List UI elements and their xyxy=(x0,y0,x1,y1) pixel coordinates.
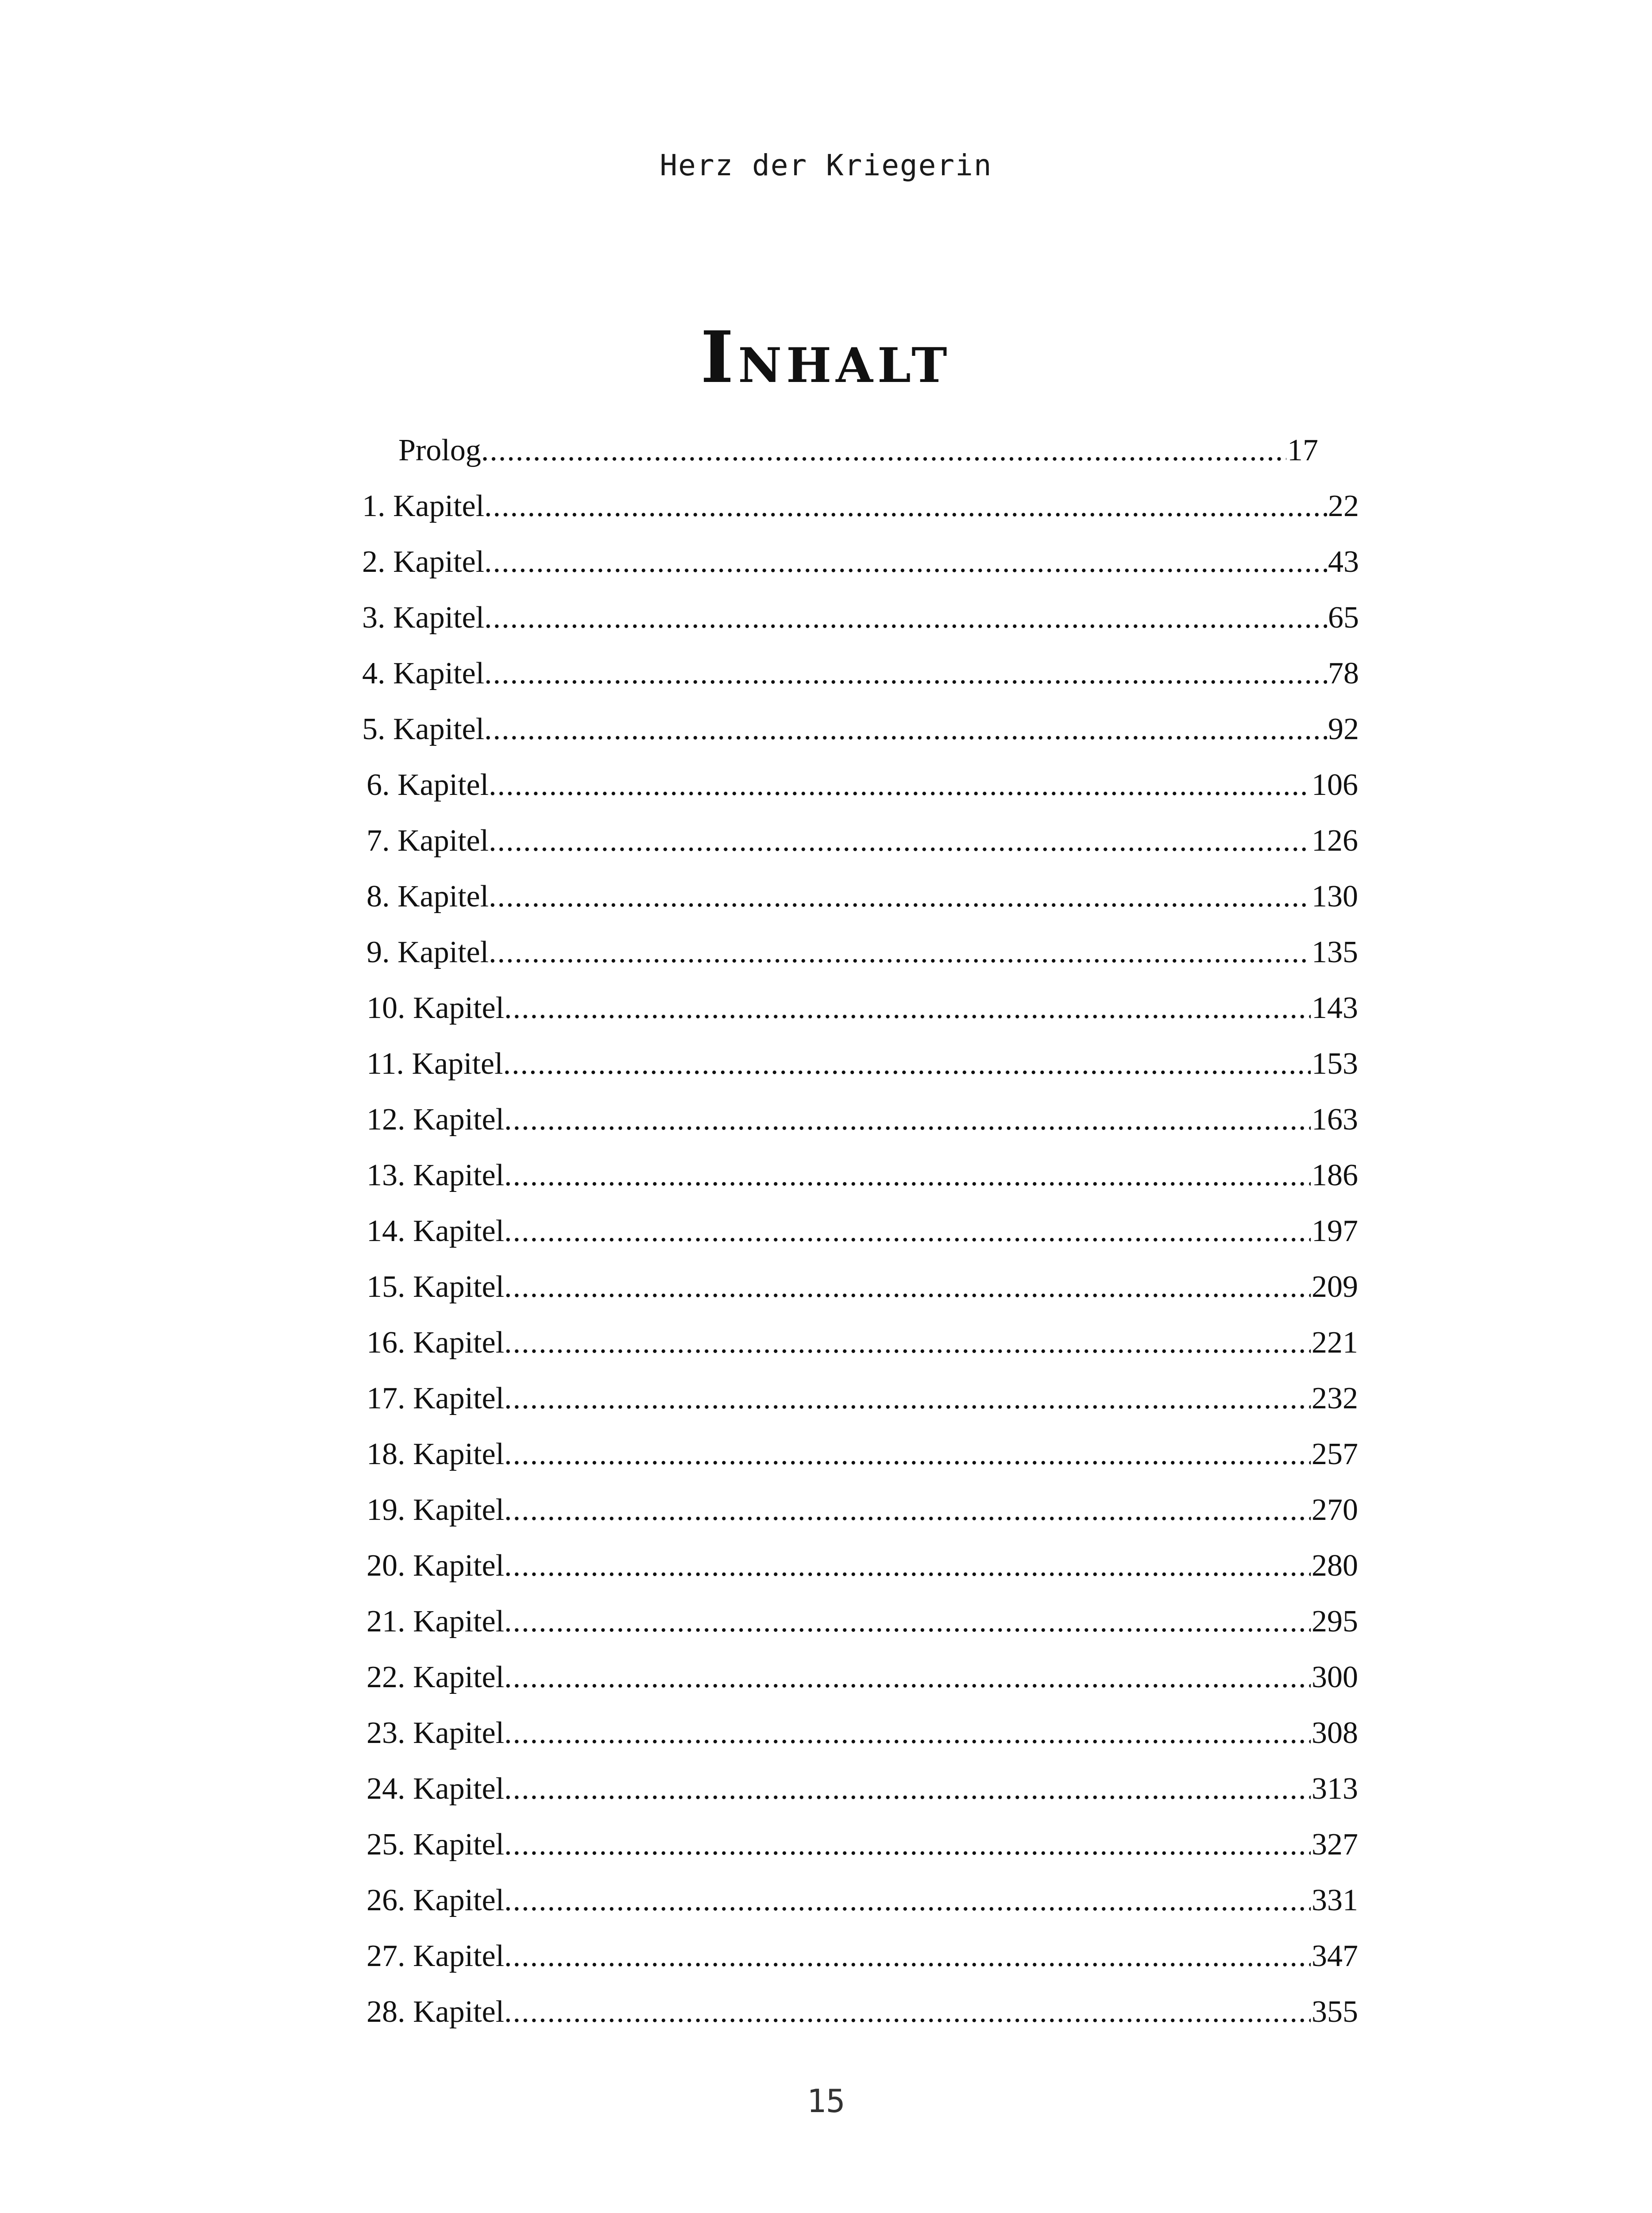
toc-title-rest: NHALT xyxy=(738,338,952,394)
toc-entry-label: 6. Kapitel xyxy=(367,768,489,802)
toc-entry-page: 126 xyxy=(1312,824,1358,858)
toc-entry xyxy=(367,1538,1358,1594)
toc-entry xyxy=(367,925,1358,980)
toc-dot-leader xyxy=(504,1817,1311,1873)
toc-title xyxy=(0,316,1652,399)
toc-entry-label: 16. Kapitel xyxy=(367,1326,505,1360)
toc-entry-page: 143 xyxy=(1312,991,1358,1025)
toc-entry-page: 197 xyxy=(1312,1214,1358,1248)
toc-entry-label: 7. Kapitel xyxy=(367,824,489,858)
toc-dot-leader xyxy=(484,646,1327,702)
toc-entry-page: 135 xyxy=(1312,935,1358,969)
toc-entry xyxy=(367,1259,1358,1315)
toc-entry-label: 28. Kapitel xyxy=(367,1995,505,2029)
running-header: Herz der Kriegerin xyxy=(660,148,992,182)
toc-entry-page: 347 xyxy=(1312,1939,1358,1973)
toc-dot-leader xyxy=(504,1761,1311,1817)
toc-entry-page: 17 xyxy=(1287,433,1318,467)
toc-entry xyxy=(367,1817,1358,1873)
toc-dot-leader xyxy=(484,478,1327,534)
toc-dot-leader xyxy=(504,1594,1311,1650)
toc-entry-page: 308 xyxy=(1312,1716,1358,1750)
toc-entry xyxy=(367,869,1358,925)
toc-entry-page: 209 xyxy=(1312,1270,1358,1304)
toc-dot-leader xyxy=(504,1873,1311,1928)
toc-entry-label: 1. Kapitel xyxy=(362,489,485,523)
toc-entry xyxy=(367,1148,1358,1203)
toc-entry-label: 10. Kapitel xyxy=(367,991,505,1025)
toc-entry xyxy=(367,1371,1358,1426)
toc-entry-page: 65 xyxy=(1328,601,1359,635)
toc-entry-label: 14. Kapitel xyxy=(367,1214,505,1248)
toc-entry-label: 9. Kapitel xyxy=(367,935,489,969)
toc-entry-page: 280 xyxy=(1312,1549,1358,1583)
toc-entry xyxy=(367,1873,1358,1928)
toc-title-initial: I xyxy=(700,316,738,399)
toc-entry xyxy=(367,1594,1358,1650)
toc-entry-page: 92 xyxy=(1328,712,1359,746)
page-number: 15 xyxy=(807,2082,845,2120)
toc-entry-page: 355 xyxy=(1312,1995,1358,2029)
toc-entry xyxy=(367,1203,1358,1259)
toc-entry-label: 22. Kapitel xyxy=(367,1660,505,1694)
toc-dot-leader xyxy=(504,1928,1311,1984)
toc-entry xyxy=(367,1705,1358,1761)
toc-entry-page: 78 xyxy=(1328,656,1359,690)
toc-dot-leader xyxy=(489,757,1311,813)
toc-dot-leader xyxy=(504,1482,1311,1538)
toc-entry-page: 130 xyxy=(1312,879,1358,914)
toc-entry xyxy=(367,1928,1358,1984)
toc-dot-leader xyxy=(481,423,1286,478)
toc-entry xyxy=(362,478,1359,534)
toc-entry-page: 300 xyxy=(1312,1660,1358,1694)
toc-dot-leader xyxy=(504,1259,1311,1315)
toc-entry-page: 232 xyxy=(1312,1381,1358,1415)
toc-dot-leader xyxy=(484,590,1327,646)
toc-entry-page: 295 xyxy=(1312,1604,1358,1639)
toc-entry-label: 2. Kapitel xyxy=(362,545,485,579)
toc-entry xyxy=(362,590,1359,646)
toc-entry xyxy=(367,1315,1358,1371)
toc-dot-leader xyxy=(489,813,1311,869)
toc-entry-label: 27. Kapitel xyxy=(367,1939,505,1973)
toc-entry-label: 19. Kapitel xyxy=(367,1493,505,1527)
toc-entry xyxy=(367,757,1358,813)
toc-entry-label: 15. Kapitel xyxy=(367,1270,505,1304)
toc-dot-leader xyxy=(489,925,1311,980)
toc-dot-leader xyxy=(484,534,1327,590)
toc-entry xyxy=(367,1426,1358,1482)
toc-entry-label: 18. Kapitel xyxy=(367,1437,505,1471)
toc-entry xyxy=(367,1036,1358,1092)
toc-entry-page: 257 xyxy=(1312,1437,1358,1471)
toc-entry-label: 8. Kapitel xyxy=(367,879,489,914)
toc-entry-page: 22 xyxy=(1328,489,1359,523)
toc-dot-leader xyxy=(504,1148,1311,1203)
toc-entry-page: 153 xyxy=(1312,1047,1358,1081)
toc-entry xyxy=(367,1650,1358,1705)
toc-entry-label: 25. Kapitel xyxy=(367,1827,505,1862)
toc-dot-leader xyxy=(504,980,1311,1036)
toc-entry-label: 4. Kapitel xyxy=(362,656,485,690)
toc-entry-label: 21. Kapitel xyxy=(367,1604,505,1639)
toc-dot-leader xyxy=(504,1650,1311,1705)
toc-dot-leader xyxy=(504,1371,1311,1426)
toc-entry xyxy=(367,1092,1358,1148)
toc-dot-leader xyxy=(484,702,1327,757)
toc-entry-page: 313 xyxy=(1312,1772,1358,1806)
toc-entry xyxy=(367,980,1358,1036)
toc-entry-label: Prolog xyxy=(398,433,481,467)
toc-dot-leader xyxy=(503,1036,1311,1092)
toc-entry-label: 24. Kapitel xyxy=(367,1772,505,1806)
toc-entry-label: 3. Kapitel xyxy=(362,601,485,635)
toc-entry-page: 106 xyxy=(1312,768,1358,802)
toc-entry-label: 12. Kapitel xyxy=(367,1103,505,1137)
toc-entry xyxy=(367,1482,1358,1538)
toc-entry-page: 186 xyxy=(1312,1158,1358,1192)
toc-entry-label: 11. Kapitel xyxy=(367,1047,503,1081)
toc-entry-label: 20. Kapitel xyxy=(367,1549,505,1583)
toc-entry-label: 5. Kapitel xyxy=(362,712,485,746)
toc-dot-leader xyxy=(504,1984,1311,2040)
toc-entry-page: 327 xyxy=(1312,1827,1358,1862)
toc-entry xyxy=(367,813,1358,869)
toc-entry-page: 163 xyxy=(1312,1103,1358,1137)
toc-dot-leader xyxy=(504,1538,1311,1594)
toc-entry-page: 270 xyxy=(1312,1493,1358,1527)
toc-entry-label: 13. Kapitel xyxy=(367,1158,505,1192)
toc-entry-page: 43 xyxy=(1328,545,1359,579)
toc-entry xyxy=(367,1761,1358,1817)
toc-dot-leader xyxy=(504,1092,1311,1148)
toc-entry-label: 26. Kapitel xyxy=(367,1883,505,1917)
toc-dot-leader xyxy=(504,1705,1311,1761)
toc-entry xyxy=(362,702,1359,757)
toc-entry xyxy=(362,646,1359,702)
toc-entry-page: 331 xyxy=(1312,1883,1358,1917)
toc-entry xyxy=(367,1984,1358,2040)
toc-entry-label: 17. Kapitel xyxy=(367,1381,505,1415)
toc-entry xyxy=(398,423,1318,478)
toc-entry-label: 23. Kapitel xyxy=(367,1716,505,1750)
toc-dot-leader xyxy=(489,869,1311,925)
toc-dot-leader xyxy=(504,1315,1311,1371)
toc-entry-page: 221 xyxy=(1312,1326,1358,1360)
toc-entry xyxy=(362,534,1359,590)
toc-dot-leader xyxy=(504,1426,1311,1482)
toc-dot-leader xyxy=(504,1203,1311,1259)
